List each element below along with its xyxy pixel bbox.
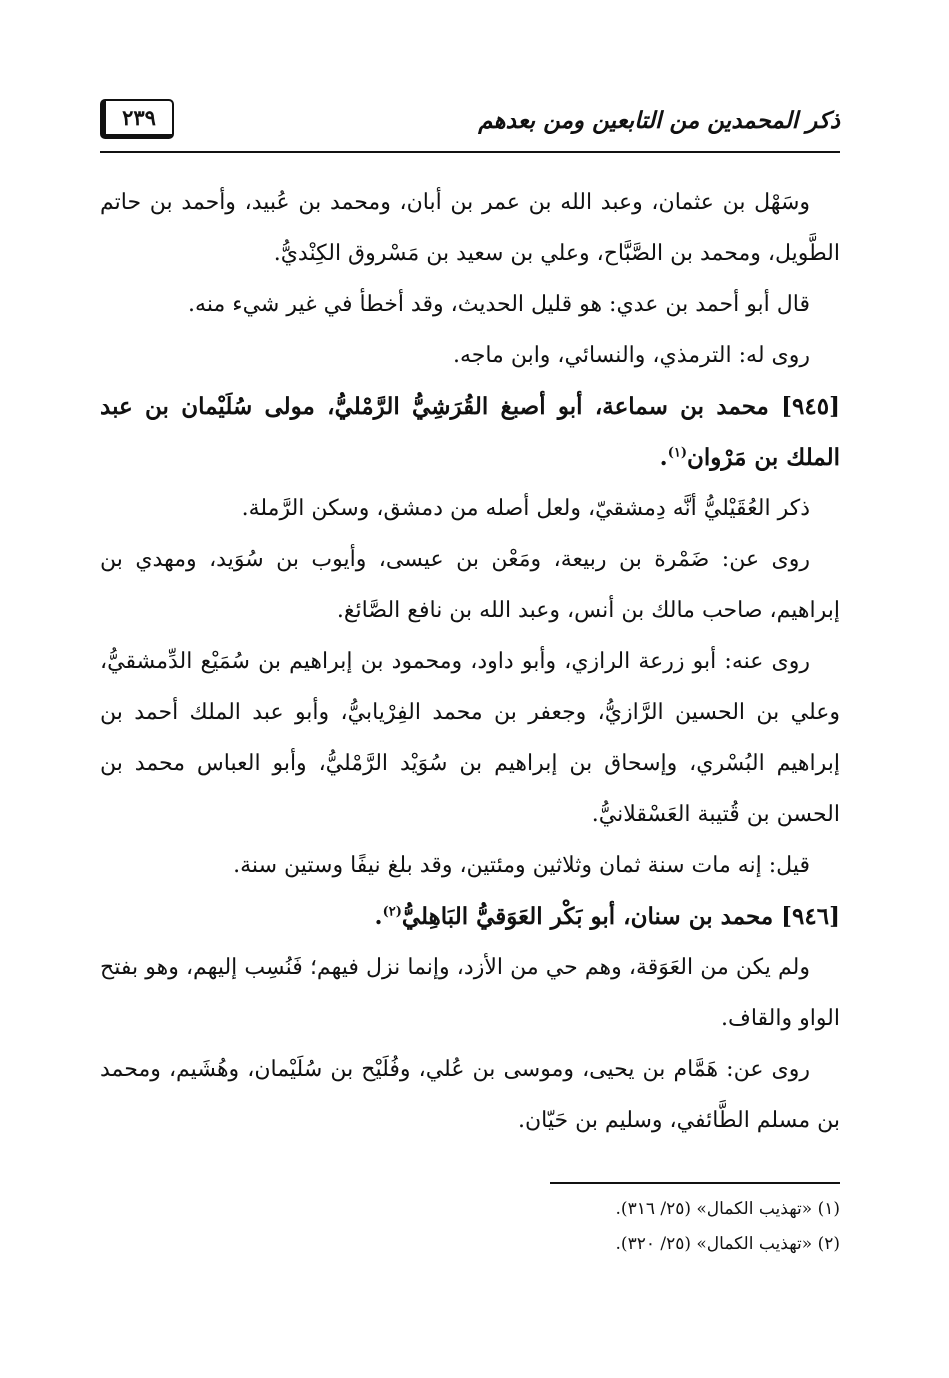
footnote: (٢) «تهذيب الكمال» (٢٥/ ٣٢٠).	[615, 1234, 840, 1254]
entry-heading-text: [٩٤٥] محمد بن سماعة، أبو أصبغ القُرَشِيُّ الرَّمْليُّ، مولى سُلَيْمان بن عبد الملك بن مَرْوان	[100, 393, 840, 471]
heading-end: .	[374, 903, 383, 930]
paragraph: قيل: إنه مات سنة ثمان وثلاثين ومئتين، وقد بلغ نيفًا وستين سنة.	[233, 853, 810, 878]
page-header	[100, 95, 840, 155]
paragraph: ذكر العُقَيْليُّ أنَّه دِمشقيّ، ولعل أصله من دمشق، وسكن الرَّملة.	[241, 496, 810, 521]
paragraph: روى عنه: أبو زرعة الرازي، وأبو داود، ومحمود بن إبراهيم بن سُمَيْع الدِّمشقيُّ، وعلي بن الحسين الرَّازيُّ، وجعفر بن محمد الفِرْيابيُّ، وأبو عبد الملك أحمد بن إبراهيم البُسْري، وإسحاق بن إبراهيم بن سُوَيْد الرَّمْليُّ، وأبو العباس محمد بن الحسن بن قُتيبة العَسْقلانيُّ.	[100, 649, 840, 827]
entry-heading	[100, 381, 840, 483]
footnote-marker: (١)	[667, 445, 687, 461]
running-title: ذكر المحمدين من التابعين ومن بعدهم	[478, 107, 840, 134]
main-text	[100, 177, 840, 1146]
entry-heading	[100, 891, 840, 942]
paragraph: وسَهْل بن عثمان، وعبد الله بن عمر بن أبان، ومحمد بن عُبيد، وأحمد بن حاتم الطَّويل، ومحمد بن الصَّبَّاح، وعلي بن سعيد بن مَسْروق الكِنْديُّ.	[100, 190, 840, 266]
paragraph: روى له: الترمذي، والنسائي، وابن ماجه.	[452, 343, 810, 368]
paragraph: قال أبو أحمد بن عدي: هو قليل الحديث، وقد أخطأ في غير شيء منه.	[188, 292, 810, 317]
header-rule	[100, 151, 840, 153]
footnote-marker: (٢)	[382, 904, 402, 920]
paragraph: ولم يكن من العَوَقة، وهم حي من الأزد، وإنما نزل فيهم؛ فَنُسِب إليهم، وهو بفتح الواو والقاف.	[100, 955, 840, 1031]
footnote-rule	[550, 1182, 840, 1184]
paragraph: روى عن: ضَمْرة بن ربيعة، ومَعْن بن عيسى، وأيوب بن سُوَيد، ومهدي بن إبراهيم، صاحب مالك بن أنس، وعبد الله بن نافع الصَّائغ.	[100, 547, 840, 623]
book-page	[100, 95, 840, 1262]
heading-end: .	[659, 444, 668, 471]
page-number: ٢٣٩	[100, 99, 174, 139]
entry-heading-text: [٩٤٦] محمد بن سنان، أبو بَكْر العَوَقيُّ البَاهِليُّ	[401, 903, 840, 930]
footnote: (١) «تهذيب الكمال» (٢٥/ ٣١٦).	[615, 1199, 840, 1219]
paragraph: روى عن: هَمَّام بن يحيى، وموسى بن عُلي، وفُلَيْح بن سُلَيْمان، وهُشَيم، ومحمد بن مسلم الطَّائفي، وسليم بن حَيّان.	[100, 1057, 840, 1133]
footnotes	[100, 1192, 840, 1262]
